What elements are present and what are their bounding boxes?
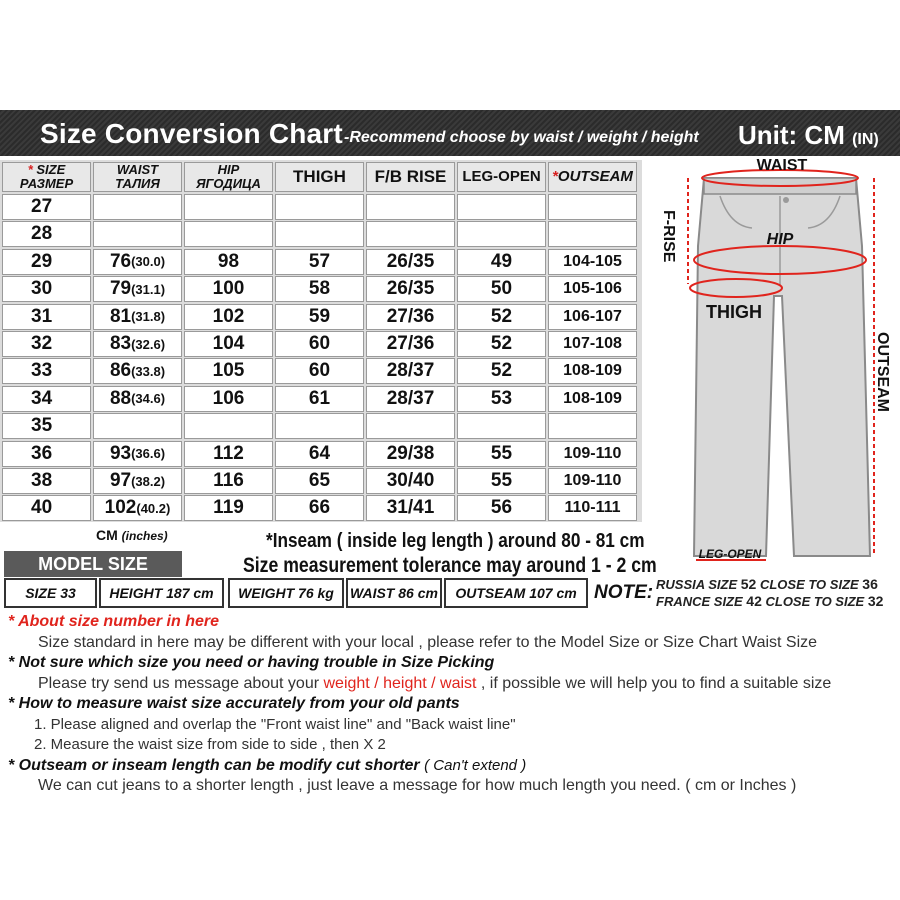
- table-cell-leg: 55: [457, 441, 546, 467]
- table-cell-hip: 112: [184, 441, 273, 467]
- table-cell-outseam: 107-108: [548, 331, 637, 357]
- table-cell-rise: 27/36: [366, 331, 455, 357]
- table-cell-leg: 49: [457, 249, 546, 275]
- model-weight: WEIGHT 76 kg: [228, 578, 344, 608]
- answer-4: We can cut jeans to a shorter length , just leave a message for how much length you need. ( cm or Inches ): [38, 777, 797, 794]
- table-cell-waist: 93 (36.6): [93, 441, 182, 467]
- table-cell-hip: 119: [184, 495, 273, 521]
- button-icon: [783, 197, 789, 203]
- table-cell-size: 29: [2, 249, 91, 275]
- waist-label: WAIST: [756, 157, 808, 174]
- table-cell-outseam: [548, 221, 637, 247]
- table-cell-outseam: 104-105: [548, 249, 637, 275]
- table-cell-thigh: 65: [275, 468, 364, 494]
- answer-2: Please try send us message about your weight / height / waist , if possible we will help you to find a suitable size: [38, 674, 832, 692]
- table-cell-outseam: 105-106: [548, 276, 637, 302]
- table-cell-outseam: 106-107: [548, 304, 637, 330]
- table-cell-waist: [93, 221, 182, 247]
- table-cell-size: 27: [2, 194, 91, 220]
- table-cell-hip: [184, 194, 273, 220]
- question-4: * Outseam or inseam length can be modify cut shorter ( Can't extend ): [8, 756, 527, 774]
- model-size-label: MODEL SIZE: [4, 551, 182, 577]
- table-cell-rise: 27/36: [366, 304, 455, 330]
- table-cell-outseam: 108-109: [548, 386, 637, 412]
- instructions: [8, 612, 898, 797]
- table-cell-rise: 28/37: [366, 358, 455, 384]
- table-cell-leg: 52: [457, 331, 546, 357]
- table-cell-hip: 105: [184, 358, 273, 384]
- col-header-waist: WAIST ТАЛИЯ: [93, 162, 182, 192]
- table-cell-thigh: 60: [275, 331, 364, 357]
- unit-label: Unit: CM (IN): [738, 120, 879, 150]
- thigh-label: THIGH: [706, 302, 762, 322]
- table-cell-thigh: [275, 221, 364, 247]
- question-3: * How to measure waist size accurately from your old pants: [8, 695, 460, 712]
- col-header-outseam: *OUTSEAM: [548, 162, 637, 192]
- answer-3-step-2: 2. Measure the waist size from side to side , then X 2: [34, 736, 386, 753]
- table-cell-thigh: [275, 413, 364, 439]
- table-cell-size: 28: [2, 221, 91, 247]
- model-height: HEIGHT 187 cm: [99, 578, 224, 608]
- table-cell-waist: 88 (34.6): [93, 386, 182, 412]
- france-size-note: FRANCE SIZE 42 CLOSE TO SIZE 32: [656, 593, 884, 609]
- table-cell-thigh: 61: [275, 386, 364, 412]
- answer-1: Size standard in here may be different with your local , please refer to the Model Size or Size Chart Waist Size: [38, 633, 818, 651]
- table-unit-note: CM (inches): [96, 527, 168, 543]
- model-outseam: OUTSEAM 107 cm: [444, 578, 588, 608]
- table-cell-outseam: 109-110: [548, 441, 637, 467]
- col-header-hip: HIP ЯГОДИЦА: [184, 162, 273, 192]
- table-cell-outseam: 110-111: [548, 495, 637, 521]
- table-cell-rise: 29/38: [366, 441, 455, 467]
- col-header-size: * SIZE РАЗМЕР: [2, 162, 91, 192]
- table-cell-waist: 97 (38.2): [93, 468, 182, 494]
- asterisk: *: [27, 162, 33, 177]
- table-cell-outseam: 108-109: [548, 358, 637, 384]
- table-cell-waist: [93, 413, 182, 439]
- table-cell-rise: 26/35: [366, 276, 455, 302]
- table-cell-hip: [184, 413, 273, 439]
- table-cell-thigh: 57: [275, 249, 364, 275]
- inseam-note: *Inseam ( inside leg length ) around 80 - 81 cm: [266, 530, 645, 552]
- table-cell-leg: 50: [457, 276, 546, 302]
- table-cell-size: 33: [2, 358, 91, 384]
- tolerance-note: Size measurement tolerance may around 1 - 2 cm: [243, 554, 657, 577]
- table-cell-leg: [457, 413, 546, 439]
- table-cell-outseam: [548, 194, 637, 220]
- table-cell-waist: 102 (40.2): [93, 495, 182, 521]
- hip-label: HIP: [766, 231, 794, 248]
- table-cell-waist: 76 (30.0): [93, 249, 182, 275]
- leg-open-label: LEG-OPEN: [698, 547, 762, 561]
- question-1: * About size number in here: [8, 613, 219, 630]
- table-cell-waist: [93, 194, 182, 220]
- table-cell-outseam: [548, 413, 637, 439]
- table-cell-waist: 86 (33.8): [93, 358, 182, 384]
- question-2: * Not sure which size you need or having trouble in Size Picking: [8, 654, 495, 671]
- table-cell-leg: 55: [457, 468, 546, 494]
- table-cell-rise: [366, 194, 455, 220]
- table-cell-leg: [457, 194, 546, 220]
- chart-title: Size Conversion Chart: [40, 118, 343, 149]
- table-cell-size: 35: [2, 413, 91, 439]
- table-cell-hip: 116: [184, 468, 273, 494]
- table-cell-waist: 83 (32.6): [93, 331, 182, 357]
- table-cell-size: 32: [2, 331, 91, 357]
- f-rise-label: F-RISE: [660, 210, 677, 263]
- table-cell-thigh: [275, 194, 364, 220]
- size-table: [0, 160, 642, 522]
- answer-3-step-1: 1. Please aligned and overlap the "Front waist line" and "Back waist line": [34, 715, 516, 733]
- table-cell-rise: 28/37: [366, 386, 455, 412]
- table-cell-hip: 102: [184, 304, 273, 330]
- table-cell-size: 31: [2, 304, 91, 330]
- table-cell-rise: 30/40: [366, 468, 455, 494]
- model-waist: WAIST 86 cm: [346, 578, 442, 608]
- table-cell-size: 40: [2, 495, 91, 521]
- col-header-thigh: THIGH: [275, 162, 364, 192]
- table-cell-waist: 79 (31.1): [93, 276, 182, 302]
- table-cell-hip: 106: [184, 386, 273, 412]
- table-cell-thigh: 66: [275, 495, 364, 521]
- table-cell-outseam: 109-110: [548, 468, 637, 494]
- russia-size-note: RUSSIA SIZE 52 CLOSE TO SIZE 36: [656, 576, 878, 592]
- model-size: SIZE 33: [4, 578, 97, 608]
- table-cell-hip: 98: [184, 249, 273, 275]
- table-cell-leg: 56: [457, 495, 546, 521]
- table-cell-waist: 81 (31.8): [93, 304, 182, 330]
- table-cell-leg: 52: [457, 358, 546, 384]
- table-cell-rise: [366, 413, 455, 439]
- table-cell-leg: [457, 221, 546, 247]
- table-cell-leg: 52: [457, 304, 546, 330]
- table-cell-rise: 26/35: [366, 249, 455, 275]
- table-cell-thigh: 60: [275, 358, 364, 384]
- table-cell-rise: [366, 221, 455, 247]
- table-cell-size: 30: [2, 276, 91, 302]
- table-cell-thigh: 64: [275, 441, 364, 467]
- table-cell-size: 36: [2, 441, 91, 467]
- chart-subtitle: -Recommend choose by waist / weight / height: [344, 129, 699, 146]
- col-header-rise: F/B RISE: [366, 162, 455, 192]
- note-label: NOTE:: [594, 582, 654, 603]
- col-header-leg-open: LEG-OPEN: [457, 162, 546, 192]
- table-cell-hip: 104: [184, 331, 273, 357]
- jeans-diagram: [660, 156, 896, 576]
- table-cell-rise: 31/41: [366, 495, 455, 521]
- table-cell-thigh: 58: [275, 276, 364, 302]
- table-cell-thigh: 59: [275, 304, 364, 330]
- outseam-label: OUTSEAM: [874, 332, 891, 412]
- table-cell-hip: 100: [184, 276, 273, 302]
- table-cell-size: 34: [2, 386, 91, 412]
- table-cell-hip: [184, 221, 273, 247]
- table-cell-size: 38: [2, 468, 91, 494]
- table-cell-leg: 53: [457, 386, 546, 412]
